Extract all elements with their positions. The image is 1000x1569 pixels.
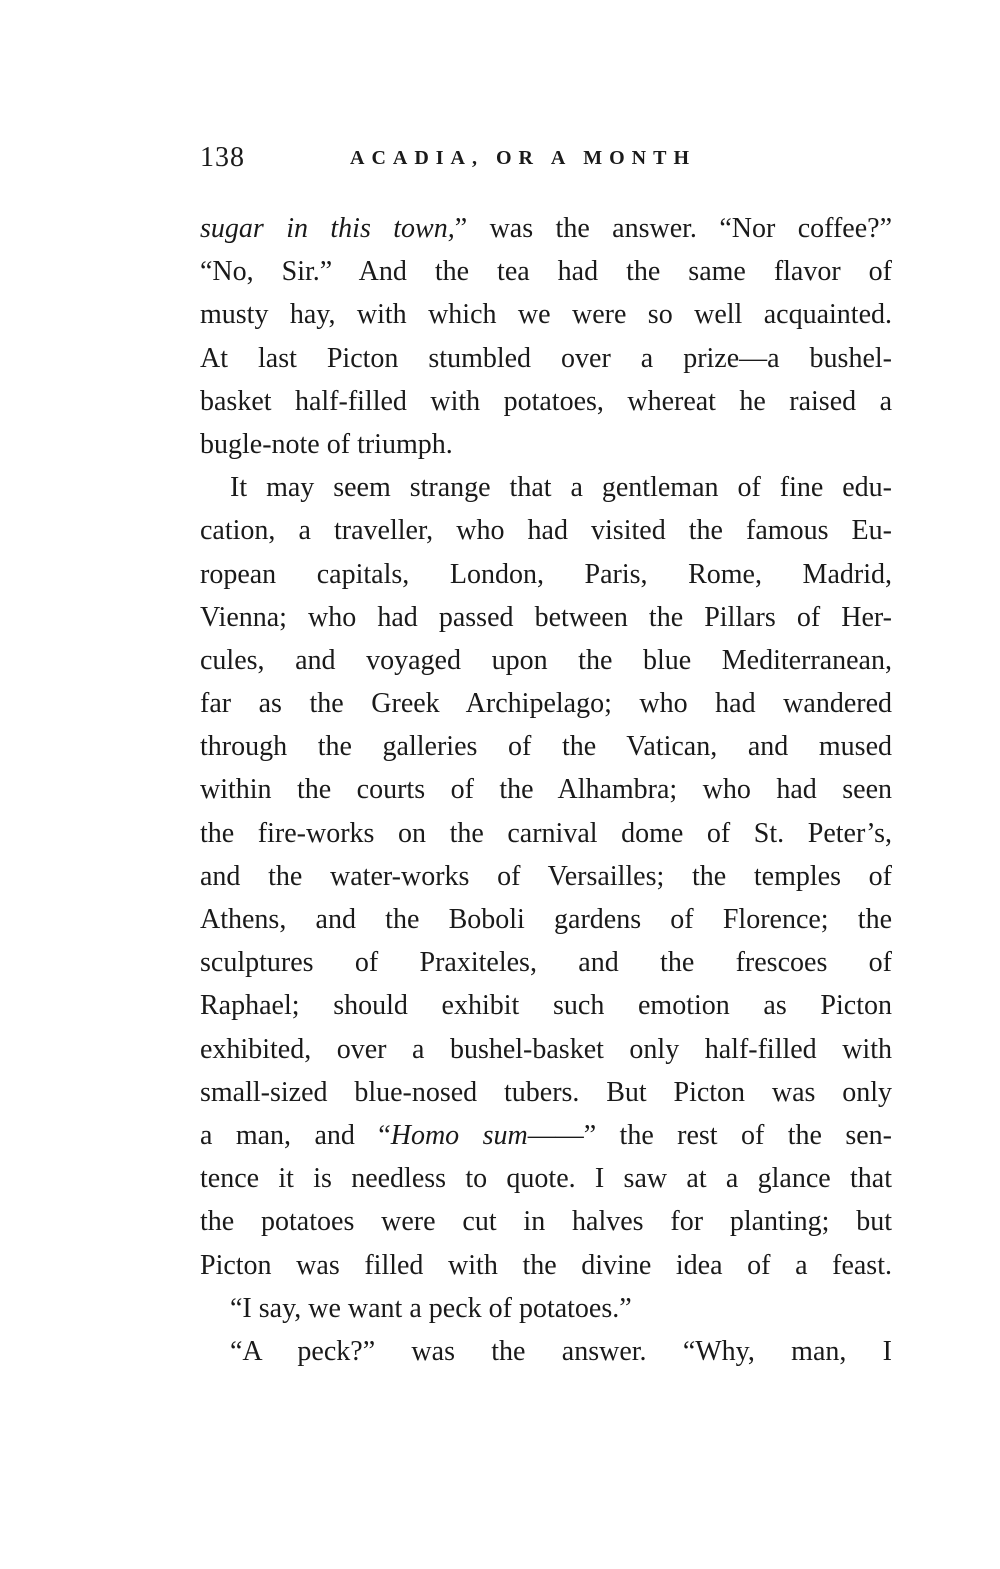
text-line xyxy=(200,1114,892,1157)
text-line xyxy=(200,337,892,380)
text-line xyxy=(200,466,892,509)
text-line xyxy=(200,898,892,941)
page-number: 138 xyxy=(200,142,245,173)
body-text xyxy=(200,207,892,1373)
text-line xyxy=(200,1287,892,1330)
text-span: “No, Sir.” And the tea had the same flavor of xyxy=(200,256,892,288)
text-span: and the water-works of Versailles; the temples of xyxy=(200,860,892,892)
text-line xyxy=(200,1330,892,1373)
text-line xyxy=(200,509,892,552)
text-line xyxy=(200,596,892,639)
text-line xyxy=(200,1157,892,1200)
text-span: exhibited, over a bushel-basket only half-filled with xyxy=(200,1033,892,1065)
text-span: Raphael; should exhibit such emotion as Picton xyxy=(200,990,892,1022)
text-span: Athens, and the Boboli gardens of Florence; the xyxy=(200,904,892,935)
text-span: ropean capitals, London, Paris, Rome, Madrid, xyxy=(200,558,892,590)
text-line xyxy=(200,682,892,725)
text-span: “I say, we want a peck of potatoes.” xyxy=(230,1292,632,1324)
text-line xyxy=(200,553,892,596)
text-line xyxy=(200,1071,892,1114)
text-span: a man, and “ xyxy=(200,1119,391,1151)
text-span: Picton was filled with the divine idea of a feast. xyxy=(200,1249,892,1281)
text-line xyxy=(200,812,892,855)
text-line xyxy=(200,380,892,423)
text-span: the fire-works on the carnival dome of St. Peter’s, xyxy=(200,817,892,849)
text-span: far as the Greek Archipelago; who had wandered xyxy=(200,688,892,720)
text-line xyxy=(200,984,892,1027)
text-span: bugle-note of triumph. xyxy=(200,428,453,460)
text-line xyxy=(200,941,892,984)
text-line xyxy=(200,639,892,682)
text-line xyxy=(200,293,892,336)
text-span: It may seem strange that a gentleman of fine edu- xyxy=(230,472,892,504)
text-span: Vienna; who had passed between the Pillars of Her- xyxy=(200,601,892,633)
text-span: cation, a traveller, who had visited the famous Eu- xyxy=(200,515,892,547)
text-span: At last Picton stumbled over a prize—a bushel- xyxy=(200,342,892,374)
text-line xyxy=(200,1200,892,1243)
text-span: “A peck?” was the answer. “Why, man, I xyxy=(230,1335,892,1367)
text-line xyxy=(200,725,892,768)
text-span: cules, and voyaged upon the blue Mediterranean, xyxy=(200,644,892,676)
text-span: ” was the answer. “Nor coffee?” xyxy=(454,213,892,244)
text-line xyxy=(200,207,892,250)
text-line xyxy=(200,1028,892,1071)
text-line xyxy=(200,855,892,898)
text-span: the potatoes were cut in halves for planting; but xyxy=(200,1206,892,1238)
text-span: musty hay, with which we were so well acquainted. xyxy=(200,299,892,331)
text-line xyxy=(200,768,892,811)
text-line xyxy=(200,250,892,293)
italic-text-span: sugar in this town, xyxy=(200,213,455,244)
text-span: basket half-filled with potatoes, whereat he raised a xyxy=(200,385,892,417)
text-span: small-sized blue-nosed tubers. But Picton was only xyxy=(200,1076,892,1108)
text-line xyxy=(200,1244,892,1287)
text-span: ——” the rest of the sen- xyxy=(527,1119,892,1151)
text-span: within the courts of the Alhambra; who had seen xyxy=(200,774,892,806)
text-span: sculptures of Praxiteles, and the frescoes of xyxy=(200,947,892,979)
text-span: through the galleries of the Vatican, and mused xyxy=(200,731,892,763)
italic-text-span: Homo sum xyxy=(390,1119,528,1151)
text-span: tence it is needless to quote. I saw at a glance that xyxy=(200,1163,892,1195)
text-line xyxy=(200,423,892,466)
running-title: ACADIA, OR A MONTH xyxy=(350,147,697,169)
page-header xyxy=(200,142,890,182)
